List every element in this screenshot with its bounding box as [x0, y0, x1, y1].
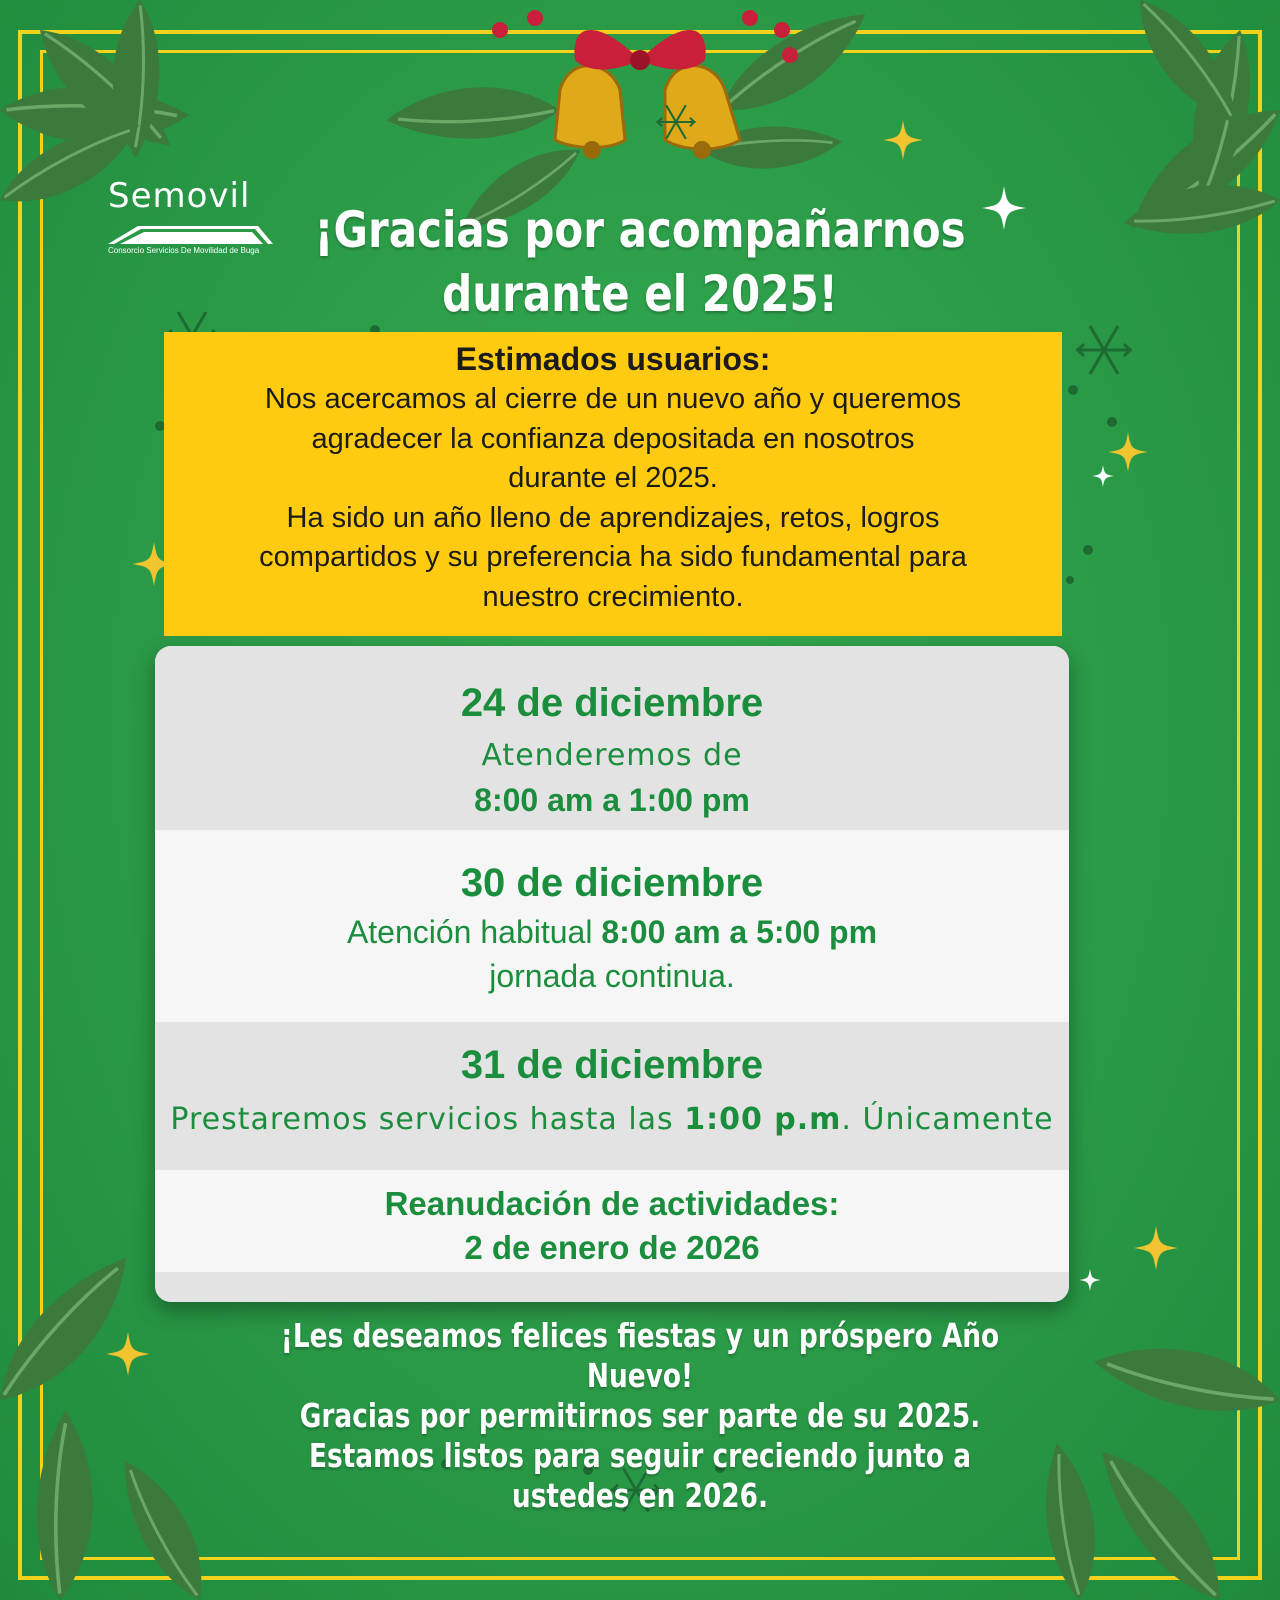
- schedule-text: Prestaremos servicios hasta las: [170, 1102, 674, 1137]
- schedule-date: 24 de diciembre: [460, 681, 764, 725]
- greeting: Estimados usuarios:: [455, 341, 771, 377]
- intro-line: compartidos y su preferencia ha sido fundamental para: [259, 541, 967, 573]
- closing-line-3: Estamos listos para seguir creciendo junto a ustedes en 2026.: [308, 1436, 972, 1515]
- schedule-note: jornada continua.: [489, 958, 735, 994]
- schedule-dec30: [155, 830, 1069, 1022]
- schedule-hours: 8:00 am a 5:00 pm: [601, 914, 878, 950]
- intro-line: Nos acercamos al cierre de un nuevo año y queremos: [264, 383, 962, 415]
- schedule-hours: 1:00 p.m: [684, 1102, 842, 1137]
- intro-line: durante el 2025.: [508, 462, 718, 494]
- semovil-logo: [108, 176, 278, 266]
- logo-roof-icon: [108, 226, 273, 244]
- schedule-dec31: [155, 1022, 1069, 1170]
- intro-line: agradecer la confianza depositada en nosotros: [311, 422, 915, 455]
- holiday-schedule-card: [155, 646, 1069, 1302]
- headline: [304, 198, 976, 326]
- schedule-hours: 8:00 am a 1:00 pm: [474, 782, 750, 818]
- intro-box: [164, 332, 1062, 636]
- schedule-date: 31 de diciembre: [460, 1043, 764, 1087]
- intro-line: Ha sido un año lleno de aprendizajes, retos, logros: [286, 501, 940, 534]
- closing-line-1: ¡Les deseamos felices fiestas y un próspero Año Nuevo!: [280, 1316, 1000, 1395]
- closing-message: [280, 1316, 1000, 1516]
- schedule-date: 30 de diciembre: [460, 861, 764, 905]
- headline-line-2: durante el 2025!: [442, 265, 838, 323]
- schedule-text-after: . Únicamente: [841, 1102, 1054, 1137]
- logo-text: Semovil: [108, 176, 251, 216]
- schedule-resume: [155, 1170, 1069, 1272]
- closing-line-2: Gracias por permitirnos ser parte de su 2025.: [299, 1396, 981, 1435]
- card-footer-strip: [155, 1272, 1069, 1302]
- schedule-line: [155, 1098, 1069, 1142]
- intro-line: nuestro crecimiento.: [482, 580, 744, 613]
- schedule-dec24: [155, 646, 1069, 830]
- schedule-text: Atenderemos de: [481, 738, 743, 773]
- logo-subtitle: Consorcio Servicios De Movilidad de Buga: [108, 246, 260, 255]
- resume-title: Reanudación de actividades:: [384, 1185, 840, 1222]
- resume-date: 2 de enero de 2026: [464, 1229, 760, 1266]
- headline-line-1: ¡Gracias por acompañarnos: [314, 201, 966, 259]
- schedule-line: [155, 910, 1069, 954]
- schedule-text: Atención habitual: [346, 914, 593, 950]
